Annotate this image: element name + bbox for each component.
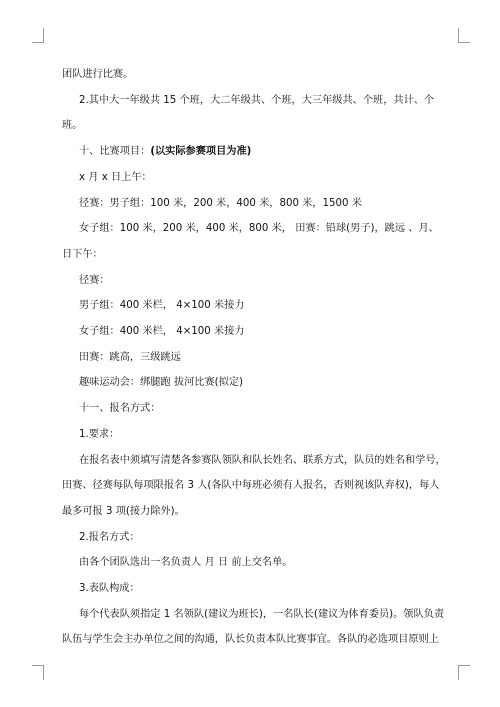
text-line: 日下午：	[62, 248, 103, 260]
text-line: 女子组：100 米，200 米，400 米，800 米， 田赛：铅球(男子)，跳远 、月、	[79, 223, 439, 235]
text-line: 2.其中大一年级共 15 个班，大二年级共、个班，大三年级共、个班，共计、个	[79, 94, 435, 106]
text-line: 2.报名方式：	[79, 531, 140, 543]
text-line: 队伍与学生会主办单位之间的沟通，队长负责本队比赛事宜。各队的必选项目原则上	[62, 634, 439, 646]
text-line: 班。	[62, 120, 83, 132]
crop-mark-top-right	[458, 28, 470, 43]
text-line: 1.要求：	[79, 428, 120, 440]
text-line: 3.表队构成：	[79, 583, 140, 595]
text-run: 十、比赛项目：	[79, 146, 151, 158]
text-line: 田赛、径赛每队每项限报名 3 人(各队中每班必须有人报名，否则视该队弃权)，每人	[62, 480, 440, 492]
text-line	[62, 139, 440, 165]
text-line: 径赛：男子组：100 米，200 米，400 米，800 米，1500 米	[79, 197, 362, 209]
crop-mark-bottom-right	[458, 665, 470, 680]
crop-mark-bottom-left	[32, 665, 44, 680]
text-line: 田赛：跳高，三级跳远	[79, 351, 181, 363]
text-line: 团队进行比赛。	[62, 69, 134, 80]
bold-text: (以实际参赛项目为准)	[150, 146, 252, 158]
text-line: 十一、报名方式：	[79, 403, 161, 415]
text-line: 最多可报 3 项(接力除外)。	[62, 505, 185, 517]
text-line: 在报名表中须填写清楚各参赛队领队和队长姓名、联系方式，队员的姓名和学号，	[79, 454, 446, 466]
text-line: 由各个团队选出一名负责人 月 日 前上交名单。	[79, 557, 293, 569]
text-line: 径赛：	[79, 274, 110, 286]
crop-mark-top-left	[32, 28, 44, 43]
text-line: 趣味运动会：绑腿跑 拔河比赛(拟定)	[79, 377, 243, 389]
text-line: 女子组：400 米栏， 4×100 米接力	[79, 326, 245, 338]
text-line: 男子组：400 米栏， 4×100 米接力	[79, 300, 245, 312]
text-line: x 月 x 日上午：	[79, 171, 152, 183]
document-page	[62, 62, 446, 653]
text-line: 每个代表队须指定 1 名领队(建议为班长)，一名队长(建议为体育委员)。领队负责	[79, 608, 445, 620]
